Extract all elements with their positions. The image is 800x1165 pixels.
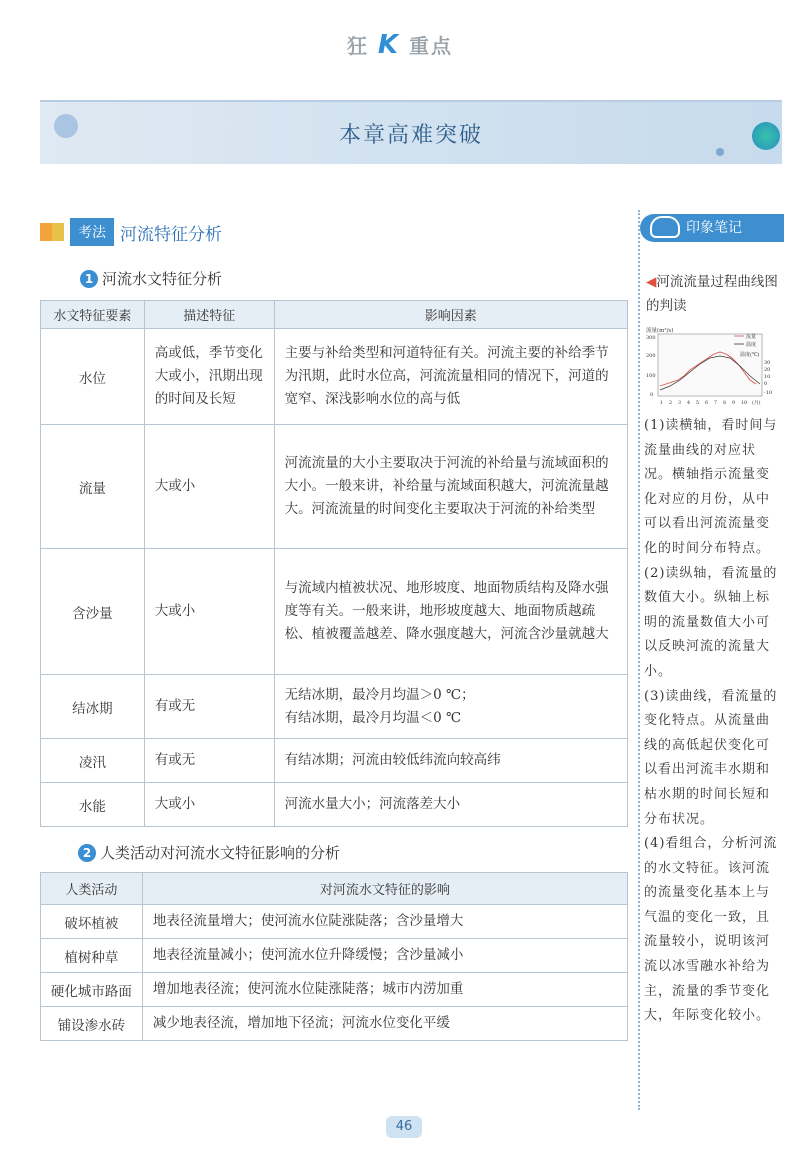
banner-title: 本章高难突破	[338, 123, 483, 148]
section-title: 河流特征分析	[120, 224, 222, 245]
table-row	[41, 1007, 628, 1041]
chart-ytick-right: 10	[764, 374, 771, 380]
factor-cell: 流量	[41, 425, 145, 549]
factor-cell: 水位	[41, 329, 145, 425]
activity-cell: 植树种草	[41, 939, 143, 973]
note-paragraph: (3)读曲线，看流量的变化特点。从流量曲线的高低起伏变化可以看出河流丰水期和枯水期的时间长短和分布状况。	[644, 688, 778, 827]
desc-cell: 大或小	[144, 783, 274, 827]
chart-ytick-right: 0	[764, 381, 768, 387]
header-effect: 对河流水文特征的影响	[142, 873, 627, 905]
chart-xtick: 3	[678, 401, 682, 406]
part2-heading	[78, 842, 340, 863]
chart-ytick: 200	[646, 353, 656, 359]
notes-header-label: 印象笔记	[686, 220, 742, 236]
chapter-banner	[40, 100, 782, 164]
brand-logo	[0, 30, 800, 60]
chart-xtick: 2	[669, 401, 673, 406]
method-tag: 考法	[70, 218, 114, 246]
human-activity-table	[40, 872, 628, 1041]
effect-cell: 增加地表径流；使河流水位陡涨陡落；城市内涝加重	[142, 973, 627, 1007]
part1-title: 河流水文特征分析	[102, 270, 223, 288]
influence-cell: 河流水量大小；河流落差大小	[274, 783, 627, 827]
table-row	[41, 329, 628, 425]
factor-cell: 结冰期	[41, 675, 145, 739]
number-badge: 1	[80, 270, 98, 288]
part1-heading	[80, 268, 222, 289]
table-row	[41, 973, 628, 1007]
chart-xtick: 5	[696, 401, 700, 406]
factor-cell: 水能	[41, 783, 145, 827]
chart-xtick: 9	[732, 401, 736, 406]
table-row	[41, 939, 628, 973]
banner-dot-small	[716, 148, 724, 156]
chart-ytick: 100	[646, 373, 656, 379]
header-factor: 水文特征要素	[41, 301, 145, 329]
part2-title: 人类活动对河流水文特征影响的分析	[100, 844, 341, 862]
note-paragraph: (2)读纵轴，看流量的数值大小。纵轴上标明的流量数值大小可以反映河流的流量大小。	[644, 565, 778, 679]
flow-curve-chart	[644, 324, 782, 408]
factor-cell: 含沙量	[41, 549, 145, 675]
chart-xtick: 1	[660, 401, 664, 406]
activity-cell: 硬化城市路面	[41, 973, 143, 1007]
chart-xtick: 4	[687, 401, 691, 406]
chart-xtick: 7	[714, 401, 718, 406]
chart-xtick: 6	[705, 401, 709, 406]
brand-post: 重点	[409, 34, 454, 58]
header-desc: 描述特征	[144, 301, 274, 329]
table-row	[41, 739, 628, 783]
factor-cell: 凌汛	[41, 739, 145, 783]
chart-ytick: 300	[646, 335, 656, 341]
section-header	[40, 218, 222, 246]
chart-xtick: 10	[741, 401, 748, 406]
chart-ylabel-left: 流量(m³/s)	[646, 328, 674, 334]
effect-cell: 减少地表径流，增加地下径流；河流水位变化平缓	[142, 1007, 627, 1041]
note-paragraph: (4)看组合，分析河流的水文特征。该河流的流量变化基本上与气温的变化一致，且流量较小，说明该河流以冰雪融水补给为主，流量的季节变化大，年际变化较小。	[644, 836, 778, 1024]
desc-cell: 有或无	[144, 675, 274, 739]
notes-header	[640, 214, 784, 242]
desc-cell: 有或无	[144, 739, 274, 783]
header-influence: 影响因素	[274, 301, 627, 329]
brand-pre: 狂	[346, 34, 369, 58]
table-row	[41, 905, 628, 939]
chart-xtick: (月)	[752, 401, 761, 406]
influence-cell: 河流流量的大小主要取决于河流的补给量与流域面积的大小。一般来讲，补给量与流域面积越大，河流流量越大。河流流量的时间变化主要取决于河流的补给类型	[274, 425, 627, 549]
hydrology-table	[40, 300, 628, 827]
number-badge: 2	[78, 844, 96, 862]
activity-cell: 破坏植被	[41, 905, 143, 939]
brand-k: K	[377, 30, 401, 60]
effect-cell: 地表径流量增大；使河流水位陡涨陡落；含沙量增大	[142, 905, 627, 939]
chart-xtick: 8	[723, 401, 727, 406]
desc-cell: 高或低，季节变化大或小，汛期出现的时间及长短	[144, 329, 274, 425]
chart-ytick: 0	[650, 392, 654, 398]
notes-title	[646, 270, 782, 318]
notes-title-text: 河流流量过程曲线图的判读	[646, 274, 778, 314]
table-row	[41, 783, 628, 827]
desc-cell: 大或小	[144, 549, 274, 675]
effect-cell: 地表径流量减小；使河流水位升降缓慢；含沙量减小	[142, 939, 627, 973]
influence-cell: 主要与补给类型和河道特征有关。河流主要的补给季节为汛期，此时水位高，河流流量相同的情况下，河道的宽窄、深浅影响水位的高与低	[274, 329, 627, 425]
table-row	[41, 549, 628, 675]
influence-line: 有结冰期，最冷月均温＜0 ℃	[284, 709, 462, 726]
page-number: 46	[386, 1116, 422, 1138]
chart-ylabel-right: 温度(℃)	[740, 352, 760, 358]
desc-cell: 大或小	[144, 425, 274, 549]
notes-body	[644, 414, 782, 1029]
elephant-icon	[650, 216, 680, 238]
influence-cell: 与流域内植被状况、地形坡度、地面物质结构及降水强度等有关。一般来讲，地形坡度越大、地面物质越疏松、植被覆盖越差、降水强度越大，河流含沙量就越大	[274, 549, 627, 675]
chart-legend-flow: 流量	[746, 334, 757, 340]
header-activity: 人类活动	[41, 873, 143, 905]
chart-legend-temp: 温度	[746, 342, 757, 348]
influence-cell	[274, 675, 627, 739]
table-row	[41, 425, 628, 549]
chart-ytick-right: -10	[764, 390, 773, 396]
chart-ytick-right: 30	[764, 360, 771, 366]
book-icon	[40, 221, 66, 243]
triangle-icon: ◀	[646, 274, 657, 290]
influence-line: 无结冰期，最冷月均温＞0 ℃；	[284, 686, 475, 703]
note-paragraph: (1)读横轴，看时间与流量曲线的对应状况。横轴指示流量变化对应的月份，从中可以看出河流流量变化的时间分布特点。	[644, 418, 778, 556]
chart-ytick-right: 20	[764, 367, 771, 373]
table-row	[41, 675, 628, 739]
activity-cell: 铺设渗水砖	[41, 1007, 143, 1041]
influence-cell: 有结冰期；河流由较低纬流向较高纬	[274, 739, 627, 783]
